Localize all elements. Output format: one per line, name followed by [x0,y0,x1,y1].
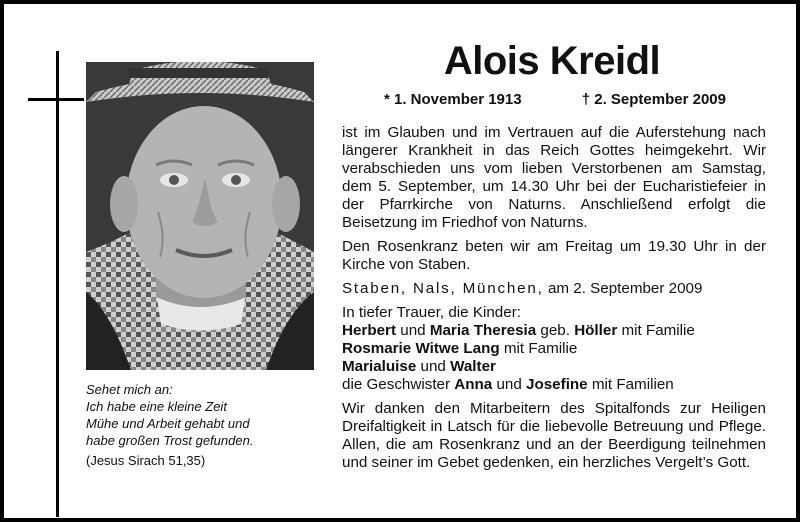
quote-line: Sehet mich an: [86,382,173,397]
birth-date: * 1. November 1913 [384,91,522,108]
place-date-line [342,280,766,298]
rosary-paragraph: Den Rosenkranz beten wir am Freitag um 19.30 Uhr in der Kirche von Staben. [342,238,766,273]
places: Staben, Nals, München, [342,280,544,297]
deceased-name: Alois Kreidl [443,39,661,83]
mourner-line: Rosmarie Witwe Lang mit Familie [342,340,578,357]
announcement-paragraph: ist im Glauben und im Vertrauen auf die Auferstehung nach längerer Krankheit in das Reich Gottes heimgekehrt. Wir verabschieden uns vom lieben Verstorbenen am Samstag, dem 5. September, um 14.30 Uhr bei der Eucharistiefeier in der Pfarrkirche von Naturns. Anschließend erfolgt die Beisetzung im Friedhof von Naturns. [342,124,766,231]
portrait-photo [86,62,314,370]
place-date: am 2. September 2009 [547,280,703,297]
quote-source: (Jesus Sirach 51,35) [86,453,206,468]
mourner-line: Marialuise und Walter [342,358,496,375]
portrait-illustration [86,62,314,370]
mourners-intro: In tiefer Trauer, die Kinder: [342,304,521,321]
cross-horizontal-bar [28,98,84,101]
quote-line: Ich habe eine kleine Zeit [86,399,227,414]
quote-line: Mühe und Arbeit gehabt und [86,416,250,431]
bible-quote [86,381,314,469]
thanks-paragraph: Wir danken den Mitarbeitern des Spitalfonds zur Heiligen Dreifaltigkeit in Latsch für die liebevolle Betreuung und Pflege. Allen, die am Rosenkranz und an der Beerdigung teilnehmen und seiner im Gebet gedenken, ein herzliches Vergelt’s Gott. [342,400,766,471]
obituary-text [342,124,766,478]
life-dates [384,91,726,108]
mourner-line: Herbert und Maria Theresia geb. Höller mit Familie [342,322,695,339]
mourners-list [342,304,766,394]
quote-line: habe großen Trost gefunden. [86,433,254,448]
cross-vertical-bar [56,51,59,517]
death-date: † 2. September 2009 [581,91,726,108]
mourner-line: die Geschwister Anna und Josefine mit Familien [342,376,674,393]
